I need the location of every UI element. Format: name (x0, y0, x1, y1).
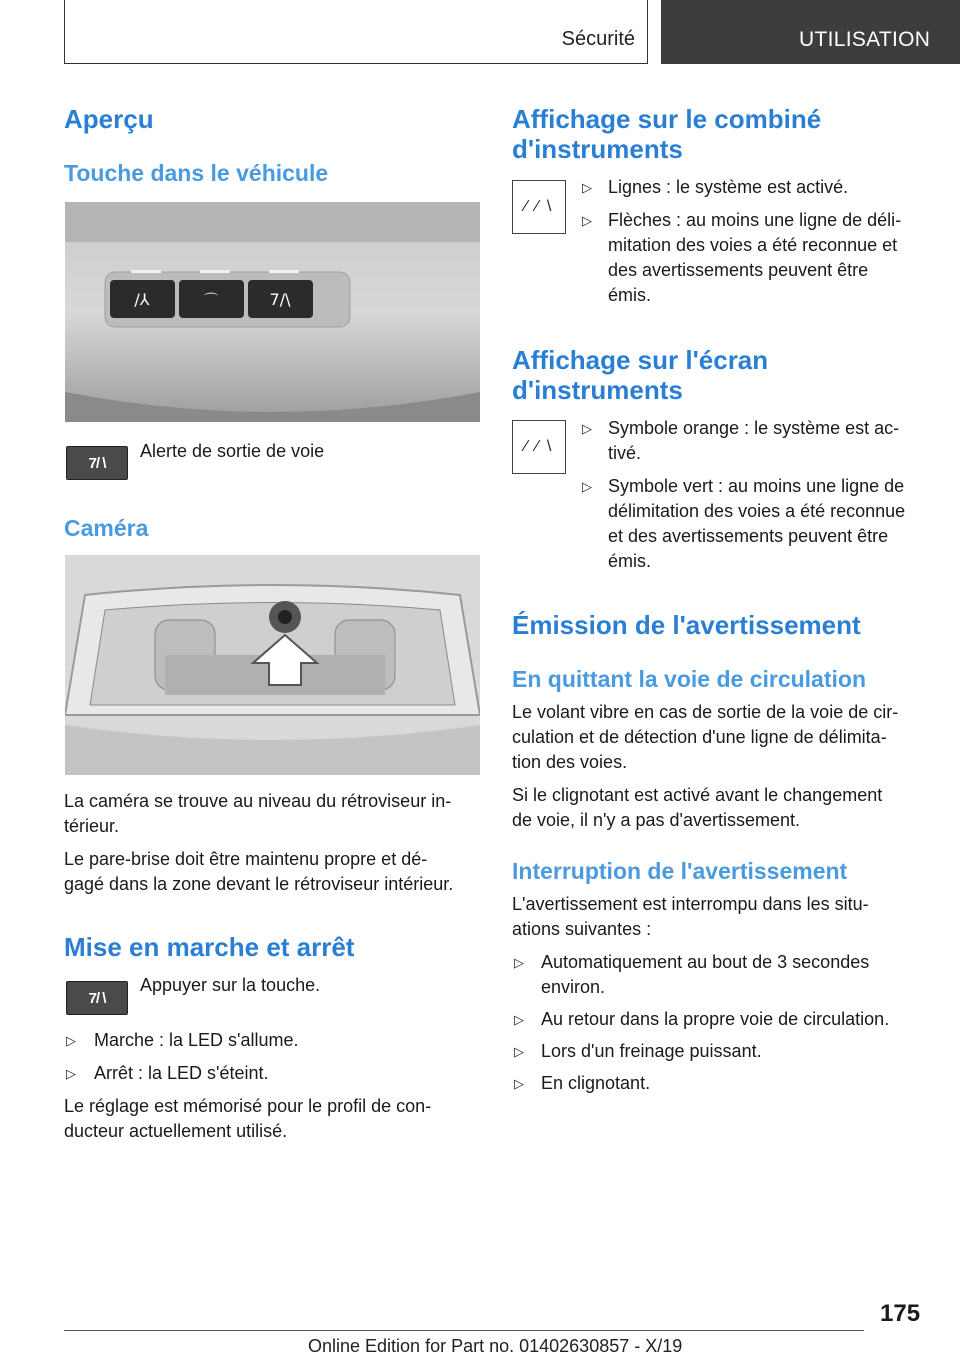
emission-title: Émission de l'avertissement (512, 610, 861, 640)
interruption-item-1: Automatiquement au bout de 3 secondes environ. (541, 952, 870, 997)
bullet-triangle-icon: ▷ (514, 1012, 524, 1027)
interruption-item-4: En clignotant. (541, 1073, 651, 1093)
bullet-triangle-icon: ▷ (514, 1044, 524, 1059)
page-number: 175 (880, 1300, 921, 1327)
touche-title: Touche dans le véhicule (64, 160, 329, 186)
bullet-triangle-icon: ▷ (582, 479, 592, 494)
mise-item-2: Arrêt : la LED s'éteint. (94, 1063, 269, 1083)
svg-text:/⅄: /⅄ (134, 290, 150, 309)
camera-title: Caméra (64, 515, 149, 541)
quittant-paragraph-1: Le volant vibre en cas de sortie de la voie de cir- culation et de détection d'une ligne de délimita- tion des voies. (512, 702, 899, 772)
lane-departure-button-icon-2: 7/ \ (66, 981, 128, 1015)
camera-photo (65, 555, 480, 775)
bullet-triangle-icon: ▷ (582, 421, 592, 436)
ecran-title: Affichage sur l'écran d'instruments (512, 345, 769, 405)
quittant-title: En quittant la voie de circulation (512, 666, 866, 692)
ecran-item-1: Symbole orange : le système est ac- tivé. (608, 418, 900, 463)
camera-paragraph-1: La caméra se trouve au niveau du rétroviseur in- térieur. (64, 791, 452, 836)
combi-item-1: Lignes : le système est activé. (608, 177, 849, 197)
header-section-box (64, 0, 648, 64)
svg-text:⌒: ⌒ (204, 293, 218, 309)
mise-item-1: Marche : la LED s'allume. (94, 1030, 299, 1050)
bullet-triangle-icon: ▷ (66, 1066, 76, 1081)
header-chapter: UTILISATION (799, 28, 931, 51)
ecran-item-2: Symbole vert : au moins une ligne de délimitation des voies a été reconnue et des avertissements peuvent être émis. (608, 476, 906, 571)
bullet-triangle-icon: ▷ (66, 1033, 76, 1048)
quittant-paragraph-2: Si le clignotant est activé avant le changement de voie, il n'y a pas d'avertissement. (512, 785, 883, 830)
mise-en-marche-title: Mise en marche et arrêt (64, 932, 355, 962)
apercu-title: Aperçu (64, 104, 154, 134)
footer-divider (64, 1330, 864, 1331)
bullet-triangle-icon: ▷ (514, 955, 524, 970)
mise-caption: Appuyer sur la touche. (140, 975, 321, 995)
bullet-triangle-icon: ▷ (582, 213, 592, 228)
interruption-title: Interruption de l'avertissement (512, 858, 848, 884)
ecran-list (580, 416, 930, 574)
vehicle-buttons-photo (65, 202, 480, 422)
header-chapter-box (661, 0, 960, 64)
lane-departure-button-icon: 7/ \ (66, 446, 128, 480)
header-section: Sécurité (561, 28, 635, 50)
edition-text: Online Edition for Part no. 01402630857 - X/19 (308, 1336, 683, 1356)
combi-title: Affichage sur le combiné d'instruments (512, 104, 822, 164)
interruption-paragraph: L'avertissement est interrompu dans les situ- ations suivantes : (512, 894, 869, 939)
mise-paragraph: Le réglage est mémorisé pour le profil de con- ducteur actuellement utilisé. (64, 1096, 432, 1141)
button-caption: Alerte de sortie de voie (140, 441, 325, 461)
bullet-triangle-icon: ▷ (514, 1076, 524, 1091)
combi-list (580, 175, 930, 308)
camera-paragraph-2: Le pare-brise doit être maintenu propre et dé- gagé dans la zone devant le rétroviseur intérieur. (64, 849, 454, 894)
bullet-triangle-icon: ▷ (582, 180, 592, 195)
interruption-item-3: Lors d'un freinage puissant. (541, 1041, 762, 1061)
lane-symbol-icon: ⁄ ⁄ \ (512, 420, 566, 474)
combi-item-2: Flèches : au moins une ligne de déli- mitation des voies a été reconnue et des avertissements peuvent être émis. (608, 210, 902, 305)
lane-lines-symbol-icon: ⁄ ⁄ \ (512, 180, 566, 234)
interruption-item-2: Au retour dans la propre voie de circulation. (541, 1009, 890, 1029)
svg-text:7/\: 7/\ (269, 290, 291, 309)
